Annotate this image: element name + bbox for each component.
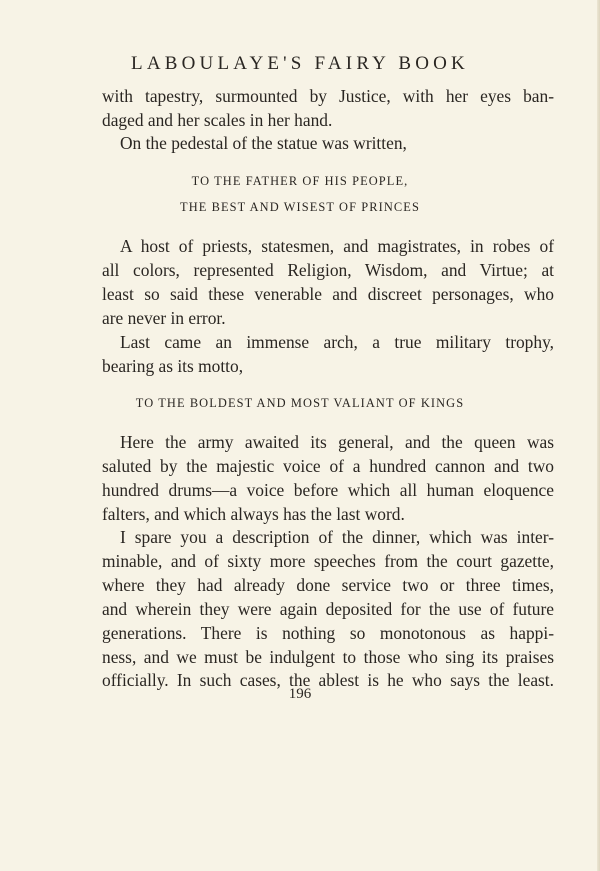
paragraph-5-line-2: saluted by the majestic voice of a hundred cannon and two bbox=[102, 456, 554, 476]
paragraph-1-line-1: with tapestry, surmounted by Justice, with her eyes ban- bbox=[102, 86, 554, 106]
paragraph-6-line-6: ness, and we must be indulgent to those who sing its praises bbox=[102, 647, 554, 667]
paragraph-6-line-5: generations. There is nothing so monotonous as happi- bbox=[102, 623, 554, 643]
page-number: 196 bbox=[288, 686, 312, 702]
paragraph-6-line-7: officially. In such cases, the ablest is he who says the least. bbox=[102, 670, 554, 690]
paragraph-5-line-4: falters, and which always has the last word. bbox=[102, 504, 405, 524]
inscription-1-line-1: TO THE FATHER OF HIS PEOPLE, bbox=[191, 174, 409, 188]
paragraph-6-line-2: minable, and of sixty more speeches from the court gazette, bbox=[102, 551, 554, 571]
paragraph-2-line-1: On the pedestal of the statue was written, bbox=[120, 133, 407, 153]
paragraph-6-line-3: where they had already done service two or three times, bbox=[102, 575, 554, 595]
paragraph-3-line-2: all colors, represented Religion, Wisdom, and Virtue; at bbox=[102, 260, 554, 280]
paragraph-3-line-3: least so said these venerable and discreet personages, who bbox=[102, 284, 554, 304]
paragraph-3-line-4: are never in error. bbox=[102, 308, 226, 328]
inscription-2-line-1: TO THE BOLDEST AND MOST VALIANT OF KINGS bbox=[135, 396, 465, 410]
inscription-1-line-2: THE BEST AND WISEST OF PRINCES bbox=[180, 200, 420, 214]
paragraph-6-line-4: and wherein they were again deposited for the use of future bbox=[102, 599, 554, 619]
paragraph-6-line-1: I spare you a description of the dinner, which was inter- bbox=[120, 527, 554, 547]
paragraph-5-line-1: Here the army awaited its general, and the queen was bbox=[120, 432, 554, 452]
paragraph-1-line-2: daged and her scales in her hand. bbox=[102, 110, 333, 130]
paragraph-3-line-1: A host of priests, statesmen, and magistrates, in robes of bbox=[120, 236, 554, 256]
running-head: LABOULAYE'S FAIRY BOOK bbox=[131, 53, 469, 74]
paragraph-4-line-2: bearing as its motto, bbox=[102, 356, 244, 376]
paragraph-4-line-1: Last came an immense arch, a true military trophy, bbox=[120, 332, 554, 352]
paragraph-5-line-3: hundred drums—a voice before which all human eloquence bbox=[102, 480, 554, 500]
